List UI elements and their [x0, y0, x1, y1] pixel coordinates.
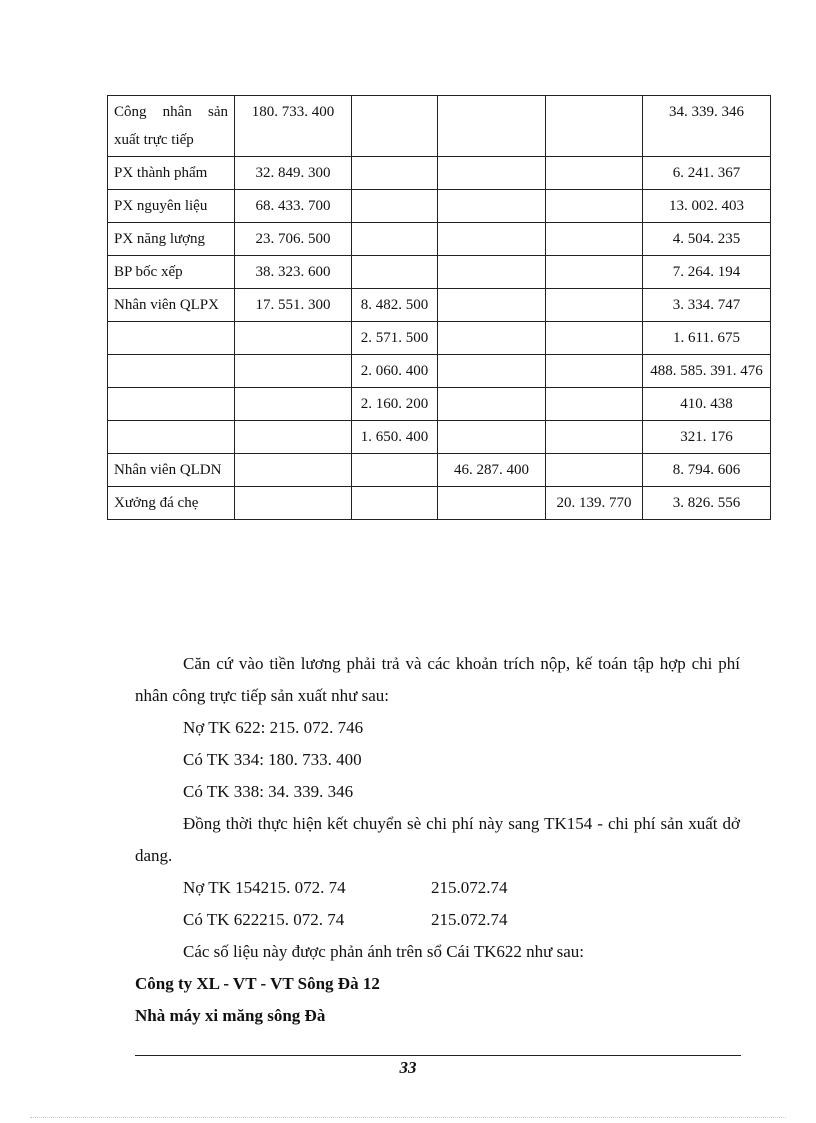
- amount-cell: 2. 571. 500: [352, 322, 438, 355]
- journal-entry-credit-334: Có TK 334: 180. 733. 400: [183, 750, 362, 769]
- amount-cell: [546, 322, 643, 355]
- row-label-cell: [108, 421, 235, 454]
- amount-cell: [438, 421, 546, 454]
- amount-cell: 8. 794. 606: [643, 454, 771, 487]
- row-label-cell: PX thành phẩm: [108, 157, 235, 190]
- amount-cell: [438, 157, 546, 190]
- amount-cell: 321. 176: [643, 421, 771, 454]
- page-number: 33: [399, 1058, 417, 1077]
- body-text: [135, 648, 740, 1032]
- amount-cell: [438, 289, 546, 322]
- amount-cell: [438, 190, 546, 223]
- paragraph-3: Các số liệu này được phản ánh trên sổ Cái TK622 như sau:: [183, 942, 585, 961]
- entry-amount: 215.072.74: [431, 910, 508, 929]
- amount-cell: 180. 733. 400: [235, 96, 352, 157]
- amount-cell: [438, 487, 546, 520]
- amount-cell: [546, 355, 643, 388]
- amount-cell: [438, 355, 546, 388]
- table-row: [108, 289, 771, 322]
- amount-cell: [546, 223, 643, 256]
- table-row: [108, 256, 771, 289]
- amount-cell: 1. 611. 675: [643, 322, 771, 355]
- amount-cell: [352, 487, 438, 520]
- row-label-cell: [108, 322, 235, 355]
- amount-cell: [352, 157, 438, 190]
- amount-cell: [438, 322, 546, 355]
- row-label-cell: PX nguyên liệu: [108, 190, 235, 223]
- amount-cell: [438, 223, 546, 256]
- amount-cell: [235, 355, 352, 388]
- amount-cell: 410. 438: [643, 388, 771, 421]
- journal-entry-credit-622: [135, 904, 740, 936]
- amount-cell: [235, 454, 352, 487]
- amount-cell: 4. 504. 235: [643, 223, 771, 256]
- row-label-cell: Công nhân sản xuất trực tiếp: [108, 96, 235, 157]
- amount-cell: 8. 482. 500: [352, 289, 438, 322]
- amount-cell: 34. 339. 346: [643, 96, 771, 157]
- page-bottom-border: [30, 1117, 786, 1118]
- amount-cell: 1. 650. 400: [352, 421, 438, 454]
- amount-cell: [235, 421, 352, 454]
- amount-cell: [546, 190, 643, 223]
- amount-cell: [352, 454, 438, 487]
- company-heading: Công ty XL - VT - VT Sông Đà 12: [135, 974, 380, 993]
- table-body: [108, 96, 771, 520]
- amount-cell: [352, 223, 438, 256]
- row-label-cell: [108, 355, 235, 388]
- amount-cell: [546, 388, 643, 421]
- row-label-cell: BP bốc xếp: [108, 256, 235, 289]
- amount-cell: [546, 96, 643, 157]
- amount-cell: [438, 388, 546, 421]
- table-row: [108, 96, 771, 157]
- table-row: [108, 223, 771, 256]
- table-row: [108, 355, 771, 388]
- entry-account: Nợ TK 154215. 072. 74: [183, 878, 346, 897]
- amount-cell: 13. 002. 403: [643, 190, 771, 223]
- table-row: [108, 322, 771, 355]
- amount-cell: [235, 322, 352, 355]
- amount-cell: 23. 706. 500: [235, 223, 352, 256]
- amount-cell: [235, 388, 352, 421]
- amount-cell: [546, 421, 643, 454]
- amount-cell: [352, 256, 438, 289]
- amount-cell: 488. 585. 391. 476: [643, 355, 771, 388]
- amount-cell: [546, 289, 643, 322]
- amount-cell: 38. 323. 600: [235, 256, 352, 289]
- amount-cell: [352, 190, 438, 223]
- table-row: [108, 421, 771, 454]
- amount-cell: [546, 256, 643, 289]
- paragraph-1: Căn cứ vào tiền lương phải trả và các khoản trích nộp, kế toán tập hợp chi phí nhân công trực tiếp sản xuất như sau:: [135, 654, 740, 705]
- row-label-cell: Xưởng đá chẹ: [108, 487, 235, 520]
- row-label-cell: Nhân viên QLDN: [108, 454, 235, 487]
- row-label-cell: Nhân viên QLPX: [108, 289, 235, 322]
- amount-cell: [235, 487, 352, 520]
- amount-cell: [546, 157, 643, 190]
- table-row: [108, 454, 771, 487]
- amount-cell: [438, 256, 546, 289]
- table-row: [108, 190, 771, 223]
- amount-cell: 17. 551. 300: [235, 289, 352, 322]
- table-row: [108, 157, 771, 190]
- row-label-cell: [108, 388, 235, 421]
- amount-cell: 2. 160. 200: [352, 388, 438, 421]
- footer-divider: [135, 1055, 741, 1056]
- amount-cell: [438, 96, 546, 157]
- amount-cell: 3. 334. 747: [643, 289, 771, 322]
- paragraph-2: Đồng thời thực hiện kết chuyển sè chi phí này sang TK154 - chi phí sản xuất dở dang.: [135, 814, 740, 865]
- amount-cell: 46. 287. 400: [438, 454, 546, 487]
- journal-entry-credit-338: Có TK 338: 34. 339. 346: [183, 782, 354, 801]
- journal-entry-debit-154: [135, 872, 740, 904]
- factory-heading: Nhà máy xi măng sông Đà: [135, 1006, 326, 1025]
- amount-cell: 32. 849. 300: [235, 157, 352, 190]
- amount-cell: 2. 060. 400: [352, 355, 438, 388]
- amount-cell: 6. 241. 367: [643, 157, 771, 190]
- amount-cell: [352, 96, 438, 157]
- amount-cell: [546, 454, 643, 487]
- amount-cell: 68. 433. 700: [235, 190, 352, 223]
- journal-entry-debit-622: Nợ TK 622: 215. 072. 746: [183, 718, 364, 737]
- amount-cell: 7. 264. 194: [643, 256, 771, 289]
- amount-cell: 20. 139. 770: [546, 487, 643, 520]
- table-row: [108, 388, 771, 421]
- amount-cell: 3. 826. 556: [643, 487, 771, 520]
- entry-account: Có TK 622215. 072. 74: [183, 910, 345, 929]
- row-label-cell: PX năng lượng: [108, 223, 235, 256]
- table-row: [108, 487, 771, 520]
- salary-allocation-table: [107, 95, 771, 520]
- entry-amount: 215.072.74: [431, 878, 508, 897]
